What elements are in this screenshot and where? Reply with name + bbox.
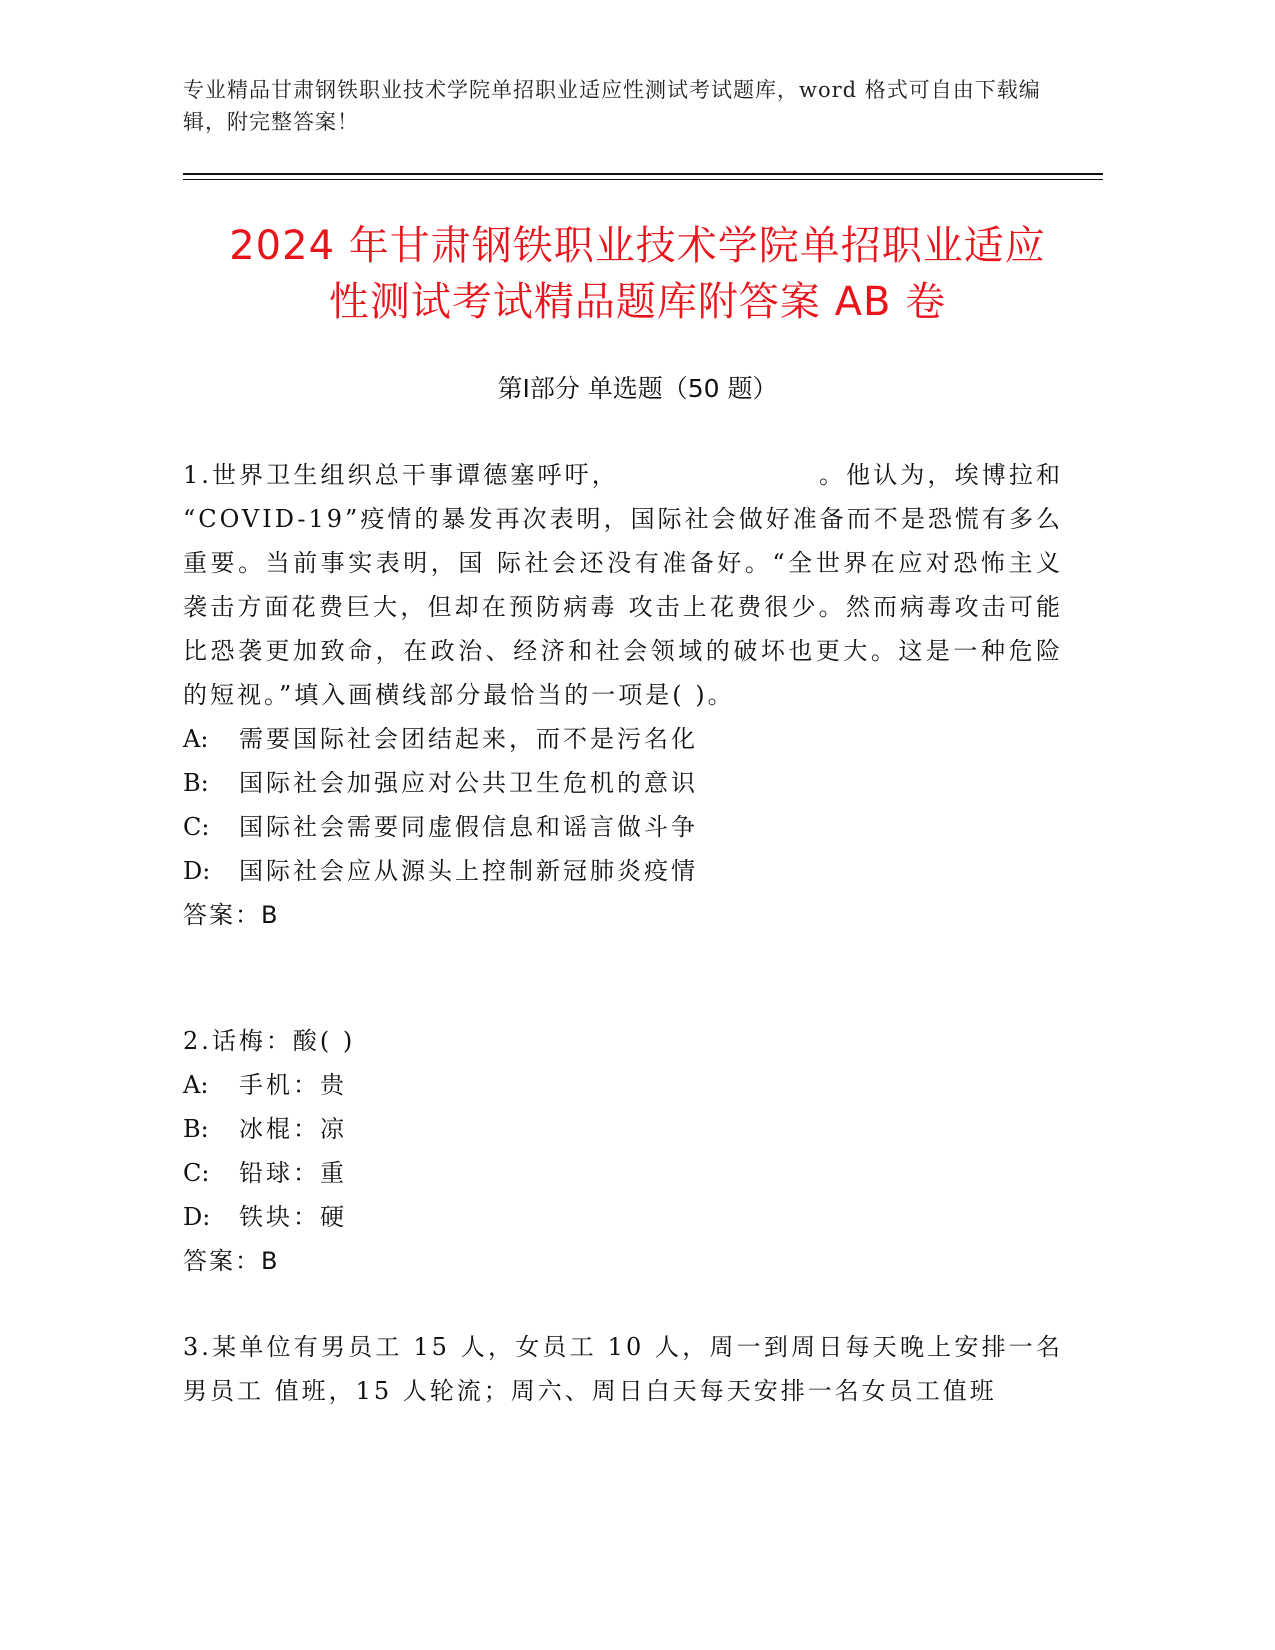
title-line-1: 2024 年甘肃钢铁职业技术学院单招职业适应 bbox=[229, 223, 1046, 269]
option-text: 需要国际社会团结起来，而不是污名化 bbox=[239, 725, 698, 753]
header-divider-thin bbox=[183, 179, 1103, 180]
answer: 答案：B bbox=[183, 1247, 280, 1275]
option-c[interactable] bbox=[183, 805, 1063, 849]
document-title bbox=[150, 218, 1125, 330]
question-2 bbox=[183, 1019, 1063, 1283]
option-letter: C: bbox=[183, 1159, 210, 1187]
option-letter: B: bbox=[183, 769, 209, 797]
header-divider-thick bbox=[183, 173, 1103, 175]
question-stem: 3.某单位有男员工 15 人，女员工 10 人，周一到周日每天晚上安排一名男员工 值班，15 人轮流；周六、周日白天每天安排一名女员工值班 bbox=[183, 1333, 1063, 1405]
option-a[interactable] bbox=[183, 1063, 1063, 1107]
question-1 bbox=[183, 453, 1063, 937]
option-text: 铁块：硬 bbox=[239, 1203, 347, 1231]
option-text: 手机：贵 bbox=[239, 1071, 347, 1099]
option-a[interactable] bbox=[183, 717, 1063, 761]
option-text: 冰棍：凉 bbox=[239, 1115, 347, 1143]
option-text: 国际社会需要同虚假信息和谣言做斗争 bbox=[239, 813, 698, 841]
option-b[interactable] bbox=[183, 1107, 1063, 1151]
question-stem: 2.话梅：酸( ) bbox=[183, 1027, 356, 1055]
option-text: 国际社会应从源头上控制新冠肺炎疫情 bbox=[239, 857, 698, 885]
question-stem bbox=[183, 453, 1063, 717]
section-title: 第Ⅰ部分 单选题（50 题） bbox=[497, 374, 778, 403]
option-letter: A: bbox=[183, 1071, 209, 1099]
answer: 答案：B bbox=[183, 901, 280, 929]
option-letter: B: bbox=[183, 1115, 209, 1143]
option-c[interactable] bbox=[183, 1151, 1063, 1195]
option-text: 铅球：重 bbox=[239, 1159, 347, 1187]
option-letter: C: bbox=[183, 813, 210, 841]
header-note: 专业精品甘肃钢铁职业技术学院单招职业适应性测试考试题库，word 格式可自由下载编辑，附完整答案！ bbox=[183, 78, 1041, 134]
option-letter: A: bbox=[183, 725, 209, 753]
option-letter: D: bbox=[183, 1203, 211, 1231]
option-d[interactable] bbox=[183, 849, 1063, 893]
option-letter: D: bbox=[183, 857, 211, 885]
title-line-2: 性测试考试精品题库附答案 AB 卷 bbox=[328, 279, 947, 325]
option-text: 国际社会加强应对公共卫生危机的意识 bbox=[239, 769, 698, 797]
stem-part-2: 。他认为，埃博拉和 “COVID-19”疫情的暴发再次表明，国际社会做好准备而不是恐慌有多么重要。当前事实表明，国 际社会还没有准备好。“全世界在应对恐怖主义袭击方面花费巨大，但却在预防病毒 攻击上花费很少。然而病毒攻击可能比恐袭更加致命，在政治、经济和社会领域的破坏也更大。这是一种危险的短视。”填入画横线部分最恰当的一项是( )。 bbox=[183, 461, 1064, 709]
option-d[interactable] bbox=[183, 1195, 1063, 1239]
stem-part-1: 1.世界卫生组织总干事谭德塞呼吁， bbox=[183, 461, 619, 489]
option-b[interactable] bbox=[183, 761, 1063, 805]
question-3 bbox=[183, 1325, 1063, 1413]
